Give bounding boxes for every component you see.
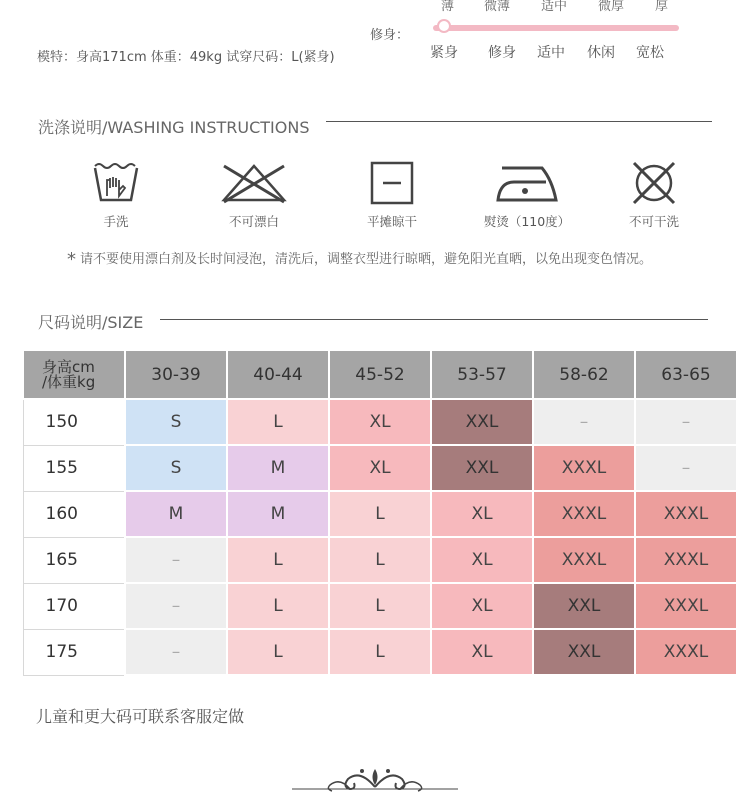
weight-header: 40-44 [227,350,329,399]
wash-label: 平摊晾干 [366,214,417,229]
size-cell: L [329,491,431,537]
wash-label: 手洗 [103,214,129,229]
table-row [23,399,737,445]
weight-header: 30-39 [125,350,227,399]
hand-wash-icon [91,160,141,206]
note-text: 请不要使用漂白剂及长时间浸泡，清洗后，调整衣型进行晾晒，避免阳光直晒，以免出现变色情况。 [80,252,653,267]
thickness-option: 微薄 [484,0,511,14]
height-cell: 165 [23,537,125,583]
corner-weight-label: /体重kg [42,372,96,391]
size-cell: XXXL [635,491,737,537]
table-row [23,583,737,629]
fit-slider-track [433,25,679,31]
size-cell: – [125,583,227,629]
size-cell: M [227,445,329,491]
wash-label: 不可干洗 [628,214,679,229]
size-cell: XXXL [635,537,737,583]
size-cell: XXXL [635,583,737,629]
size-cell: XXL [431,399,533,445]
size-cell: – [635,399,737,445]
size-cell: XXXL [533,445,635,491]
weight-header: 53-57 [431,350,533,399]
washing-note [67,248,652,270]
size-cell: XXL [533,629,635,675]
size-corner-header [23,350,125,399]
no-bleach-icon [218,160,290,206]
wash-item-no-dry-clean [599,160,709,230]
size-title: 尺码说明/SIZE [38,313,144,332]
weight-header: 63-65 [635,350,737,399]
size-cell: M [227,491,329,537]
iron-icon [494,160,560,206]
size-cell: L [227,399,329,445]
wash-label: 不可漂白 [228,214,279,229]
ornament-divider-icon [290,763,460,797]
size-cell: XL [329,399,431,445]
size-cell: L [227,583,329,629]
size-cell: XL [431,583,533,629]
size-cell: XL [329,445,431,491]
size-cell: – [125,629,227,675]
fit-option: 修身 [488,45,516,61]
thickness-option: 厚 [655,0,669,14]
corner-height-label: 身高cm [42,357,95,376]
weight-header: 58-62 [533,350,635,399]
size-title-divider [160,319,708,320]
size-cell: – [635,445,737,491]
fit-option: 适中 [537,45,565,61]
model-info: 模特：身高171cm 体重：49kg 试穿尺码：L(紧身) [37,50,335,65]
weight-header: 45-52 [329,350,431,399]
fit-label: 修身： [370,28,410,43]
no-dry-clean-icon [627,160,681,206]
size-cell: M [125,491,227,537]
height-cell: 155 [23,445,125,491]
table-row [23,491,737,537]
washing-title-divider [326,121,712,122]
height-cell: 170 [23,583,125,629]
size-cell: XXXL [533,491,635,537]
thickness-option: 适中 [541,0,568,14]
size-cell: – [533,399,635,445]
fit-slider-knob [437,19,451,33]
height-cell: 150 [23,399,125,445]
size-cell: – [125,537,227,583]
wash-item-iron [472,160,582,230]
wash-label: 熨烫（110度） [483,214,571,229]
fit-option: 紧身 [430,45,458,61]
table-row [23,537,737,583]
height-cell: 175 [23,629,125,675]
size-cell: XXXL [533,537,635,583]
table-row [23,629,737,675]
wash-item-no-bleach [199,160,309,230]
size-cell: S [125,399,227,445]
fit-option: 休闲 [587,45,615,61]
size-table [22,349,738,676]
size-cell: L [329,583,431,629]
size-cell: XXXL [635,629,737,675]
wash-item-dry-flat [337,160,447,230]
thickness-option: 微厚 [598,0,625,14]
size-cell: XL [431,629,533,675]
size-cell: L [329,537,431,583]
washing-title: 洗涤说明/WASHING INSTRUCTIONS [38,118,310,137]
custom-size-note: 儿童和更大码可联系客服定做 [36,707,245,726]
fit-option: 宽松 [636,45,664,61]
dry-flat-icon [369,160,415,206]
size-cell: L [329,629,431,675]
size-cell: XXL [431,445,533,491]
size-header-row [23,350,737,399]
height-cell: 160 [23,491,125,537]
wash-item-hand-wash [61,160,171,230]
size-cell: XL [431,491,533,537]
size-cell: S [125,445,227,491]
size-cell: L [227,629,329,675]
thickness-option: 薄 [441,0,455,14]
size-cell: XL [431,537,533,583]
table-row [23,445,737,491]
note-star: * [67,249,76,270]
size-cell: XXL [533,583,635,629]
size-cell: L [227,537,329,583]
